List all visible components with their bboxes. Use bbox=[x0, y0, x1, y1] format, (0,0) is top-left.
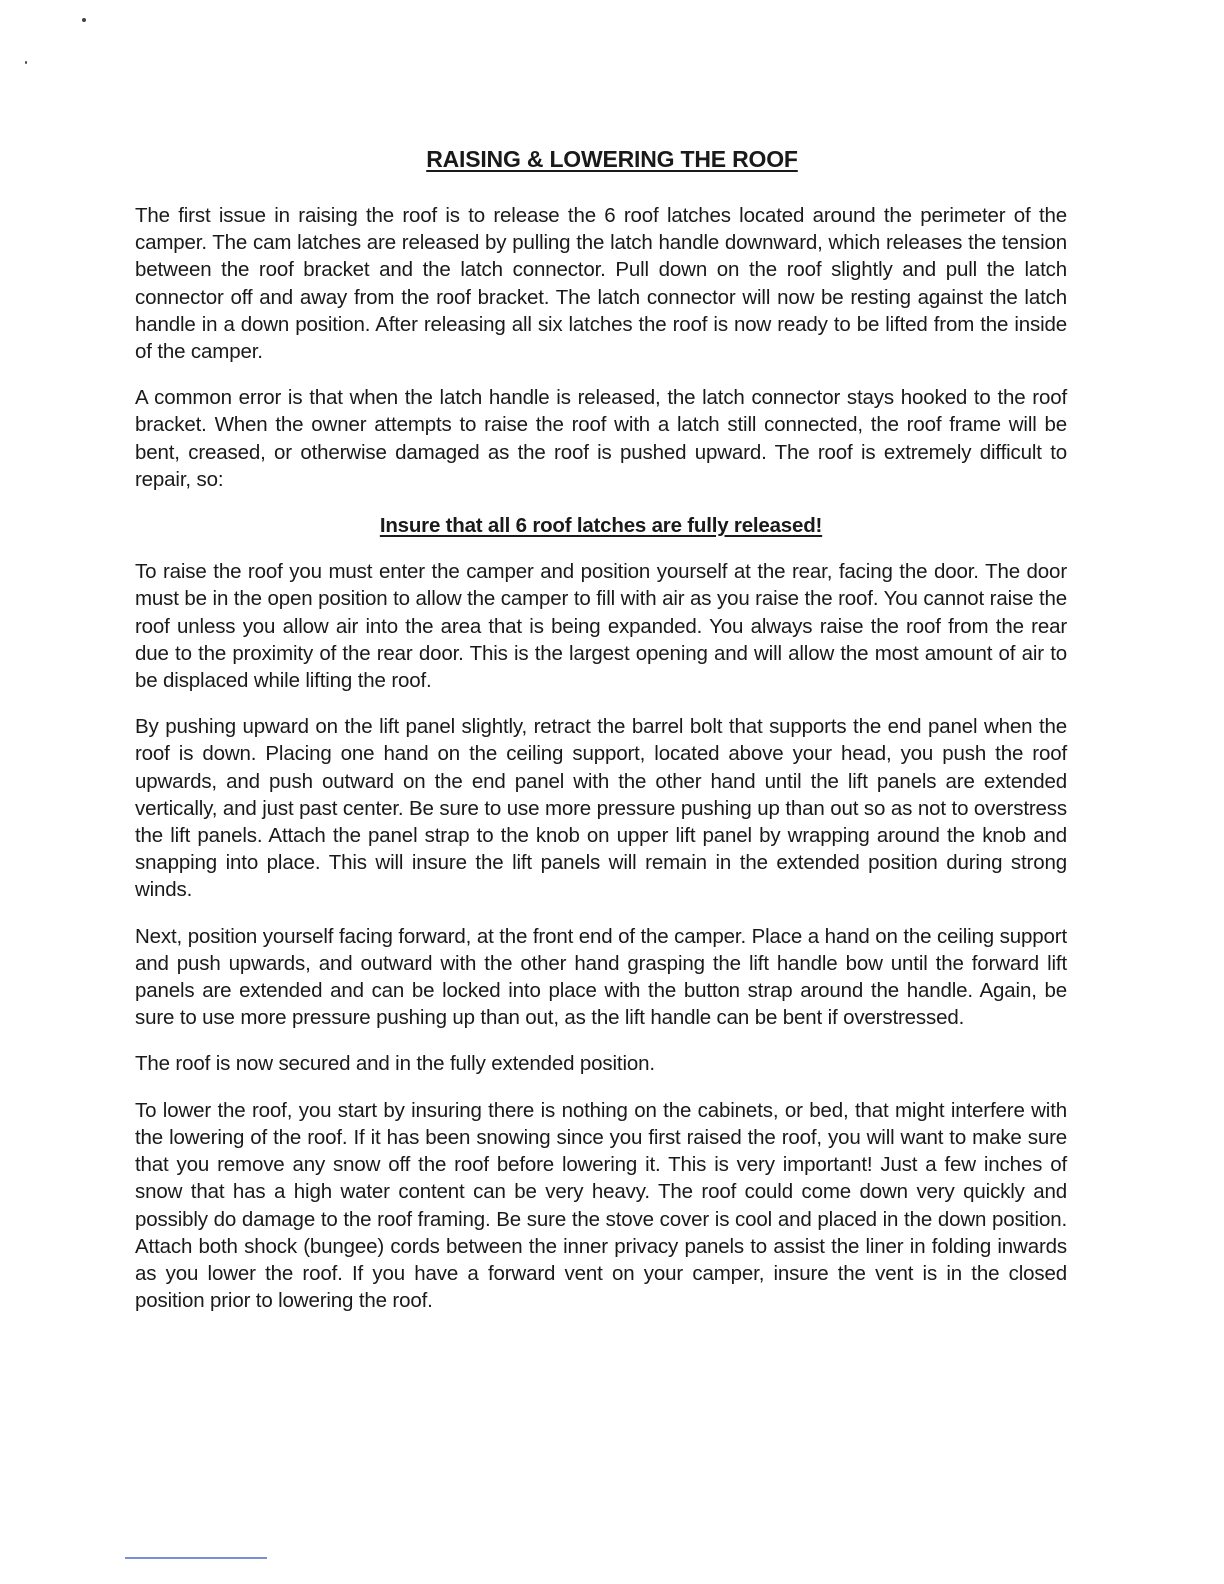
document-body bbox=[135, 202, 1067, 1333]
paragraph-raise-rear: To raise the roof you must enter the camper and position yourself at the rear, facing the door. The door must be in the open position to allow the camper to fill with air as you raise the roof. You cannot raise the roof unless you allow air into the area that is being expanded. You always raise the roof from the rear due to the proximity of the rear door. This is the largest opening and will allow the most amount of air to be displaced while lifting the roof. bbox=[135, 560, 1067, 693]
paragraph-roof-secured: The roof is now secured and in the fully extended position. bbox=[135, 1052, 655, 1076]
paragraph-raise-front: Next, position yourself facing forward, at the front end of the camper. Place a hand on the ceiling support and push upwards, and outward with the other hand grasping the lift handle bow until the forward lift panels are extended and can be locked into place with the button strap around the handle. Again, be sure to use more pressure pushing up than out, as the lift handle can be bent if overstressed. bbox=[135, 924, 1067, 1030]
paragraph-lift-panels: By pushing upward on the lift panel slightly, retract the barrel bolt that supports the end panel when the roof is down. Placing one hand on the ceiling support, located above your head, you push the roof upwards, and push outward on the end panel with the other hand until the lift panels are extended vertically, and just past center. Be sure to use more pressure pushing up than out so as not to overstress the lift panels. Attach the panel strap to the knob on upper lift panel by wrapping around the knob and snapping into place. This will insure the lift panels will remain in the extended position during strong winds. bbox=[135, 715, 1067, 902]
paragraph-release-latches: The first issue in raising the roof is to release the 6 roof latches located around the perimeter of the camper. The cam latches are released by pulling the latch handle downward, which releases the tension between the roof bracket and the latch connector. Pull down on the roof slightly and pull the latch connector off and away from the roof bracket. The latch connector will now be resting against the latch handle in a down position. After releasing all six latches the roof is now ready to be lifted from the inside of the camper. bbox=[135, 204, 1067, 364]
latch-warning: Insure that all 6 roof latches are fully released! bbox=[379, 514, 823, 538]
page-title: RAISING & LOWERING THE ROOF bbox=[426, 146, 798, 172]
paragraph-lower-roof: To lower the roof, you start by insuring there is nothing on the cabinets, or bed, that might interfere with the lowering of the roof. If it has been snowing since you first raised the roof, you will want to make sure that you remove any snow off the roof before lowering it. This is very important! Just a few inches of snow that has a high water content can be very heavy. The roof could come down very quickly and possibly do damage to the roof framing. Be sure the stove cover is cool and placed in the down position. Attach both shock (bungee) cords between the inner privacy panels to assist the liner in folding inwards as you lower the roof. If you have a forward vent on your camper, insure the vent is in the closed position prior to lowering the roof. bbox=[135, 1098, 1067, 1313]
scan-speck bbox=[25, 61, 27, 64]
paragraph-common-error: A common error is that when the latch handle is released, the latch connector stays hooked to the roof bracket. When the owner attempts to raise the roof with a latch still connected, the roof frame will be bent, creased, or otherwise damaged as the roof is pushed upward. The roof is extremely difficult to repair, so: bbox=[135, 386, 1067, 491]
scan-speck bbox=[82, 18, 86, 22]
footnote-rule bbox=[125, 1557, 267, 1559]
